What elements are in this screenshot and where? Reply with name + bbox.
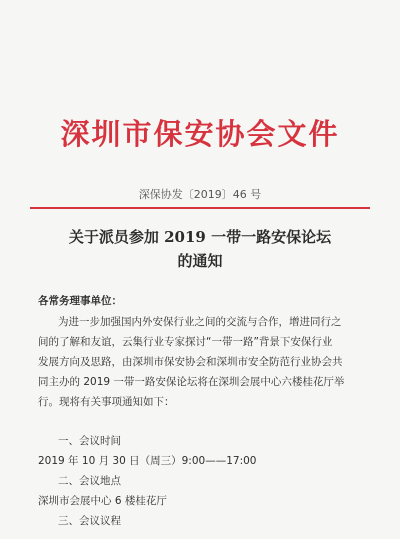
notice-title-line-2: 的通知: [177, 252, 223, 270]
document-header-title: 深圳市保安协会文件: [60, 117, 340, 151]
paragraph-line: 发展方向及思路，由深圳市保安协会和深圳市安全防范行业协会共: [38, 356, 343, 368]
paragraph-line: 行。现将有关事项通知如下：: [38, 396, 175, 408]
paragraph-line: 同主办的 2019 一带一路安保论坛将在深圳会展中心六楼桂花厅举: [38, 376, 345, 388]
notice-title-line-1: 关于派员参加 2019 一带一路安保论坛: [68, 228, 332, 246]
paragraph-line: 间的了解和友谊，云集行业专家探讨“一带一路”背景下安保行业: [38, 336, 333, 348]
document-number: 深保协发〔2019〕46 号: [138, 188, 262, 201]
section-heading-location: 二、会议地点: [58, 475, 121, 487]
header-divider: [30, 207, 370, 209]
section-heading-time: 一、会议时间: [58, 435, 121, 447]
salutation: 各常务理事单位：: [38, 295, 122, 307]
meeting-location: 深圳市会展中心 6 楼桂花厅: [38, 495, 167, 507]
section-heading-agenda: 三、会议议程: [58, 515, 121, 527]
paragraph-line: 为进一步加强国内外安保行业之间的交流与合作，增进同行之: [58, 316, 342, 328]
meeting-time: 2019 年 10 月 30 日（周三）9:00——17:00: [38, 455, 257, 467]
